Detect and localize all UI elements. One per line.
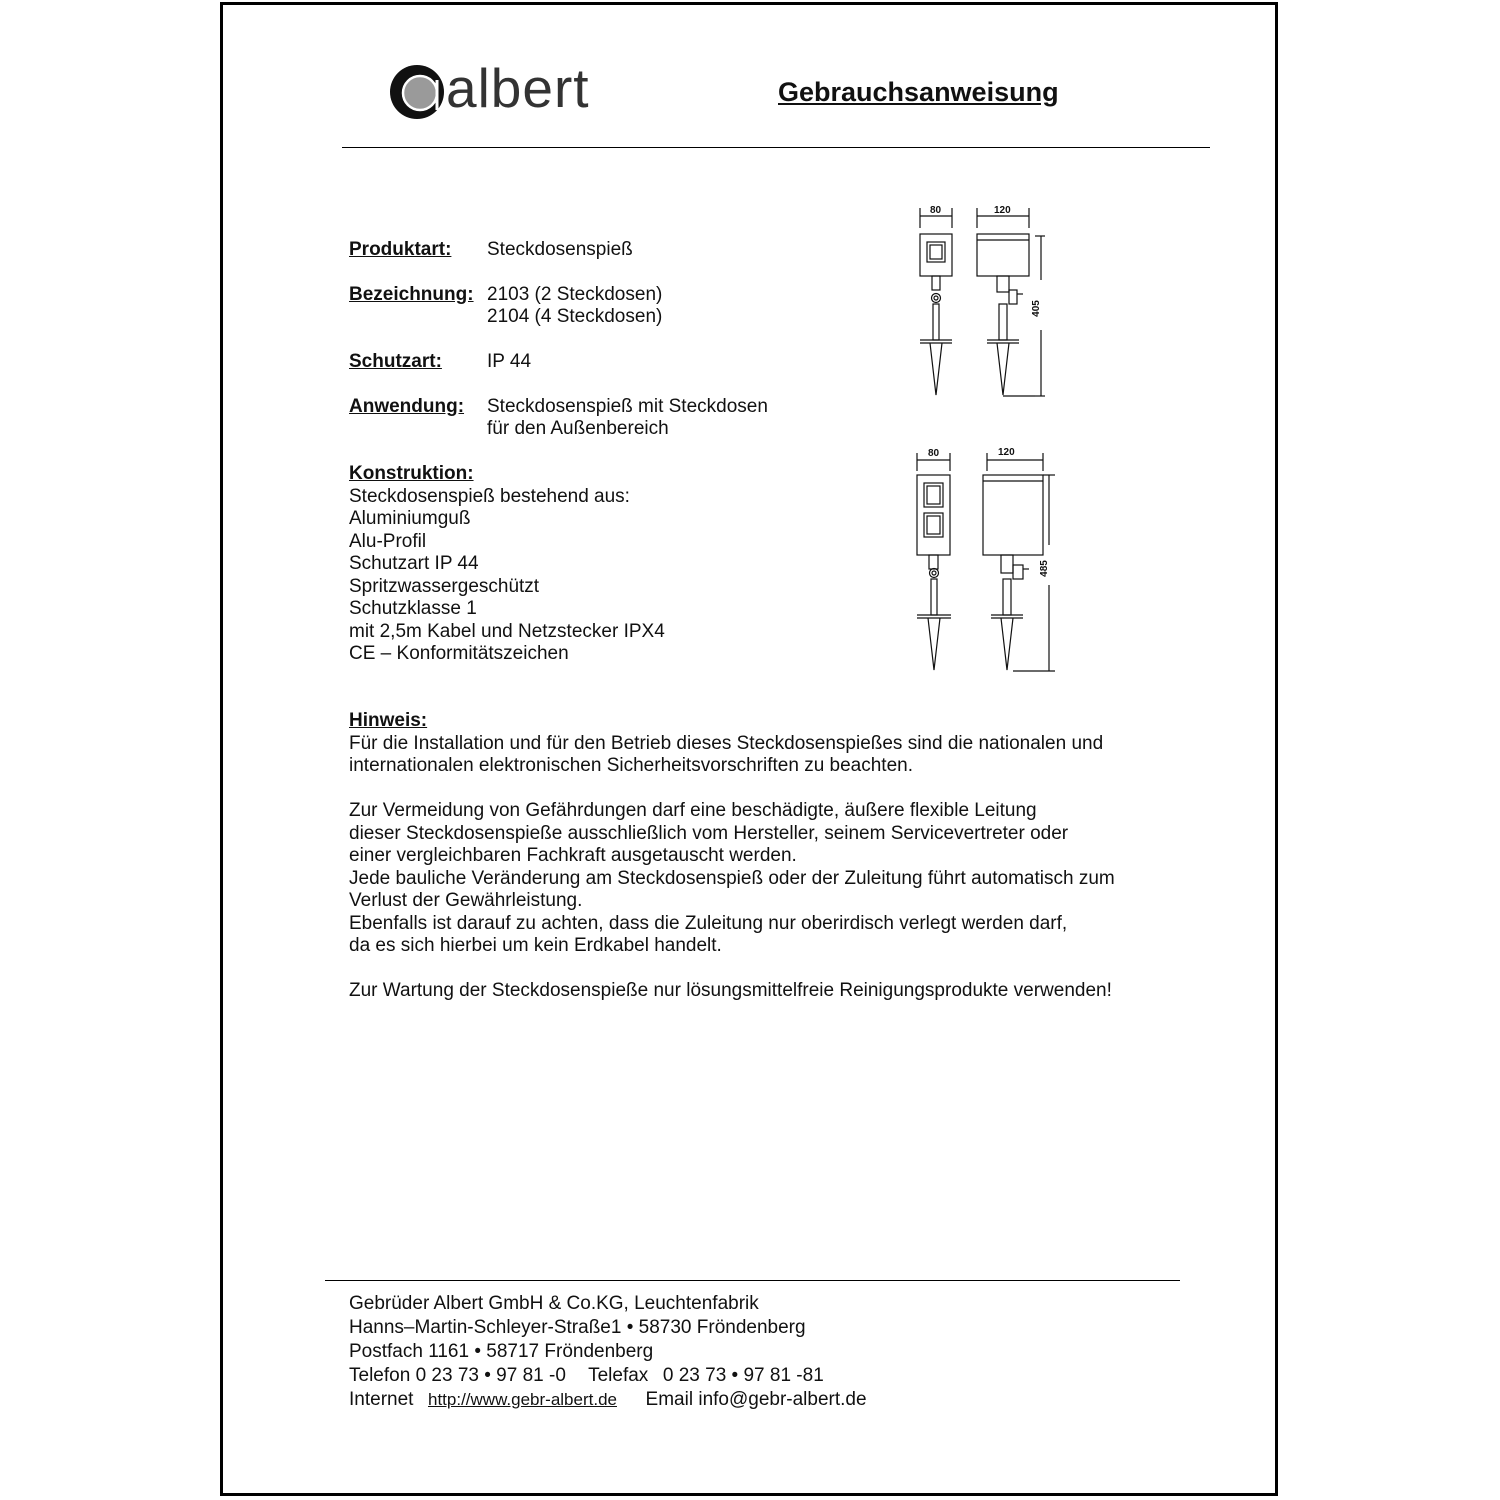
schutzart-label: Schutzart: <box>349 351 442 372</box>
hinweis-heading: Hinweis: <box>349 710 428 731</box>
paragraph-spacer <box>349 778 1115 801</box>
telefon-value: 0 23 73 • 97 81 -0 <box>415 1365 566 1386</box>
telefon-label: Telefon <box>349 1365 411 1386</box>
logo-text: albert <box>446 57 590 119</box>
hinweis-line: dieser Steckdosenspieße ausschließlich vom Hersteller, seinem Servicevertreter oder <box>349 822 1069 844</box>
email-label: Email <box>645 1389 694 1410</box>
footer-divider <box>325 1280 1180 1281</box>
konstruktion-line: CE – Konformitätszeichen <box>349 643 569 664</box>
albert-logo <box>388 57 628 122</box>
telefax-label: Telefax <box>588 1365 649 1386</box>
bezeichnung-value-1: 2103 (2 Steckdosen) <box>487 284 663 305</box>
footer-web-row <box>349 1388 867 1412</box>
konstruktion-line: Steckdosenspieß bestehend aus: <box>349 485 630 507</box>
hinweis-line: internationalen elektronischen Sicherheitsvorschriften zu beachten. <box>349 755 913 776</box>
header-divider <box>342 147 1210 148</box>
paragraph-spacer <box>349 958 1115 981</box>
footer-address: Hanns–Martin-Schleyer-Straße1 • 58730 Fröndenberg <box>349 1317 806 1338</box>
konstruktion-line: Spritzwassergeschützt <box>349 575 540 597</box>
hinweis-line: da es sich hierbei um kein Erdkabel handelt. <box>349 935 722 956</box>
konstruktion-heading: Konstruktion: <box>349 463 474 484</box>
hinweis-line: Für die Installation und für den Betrieb dieses Steckdosenspießes sind die nationalen und <box>349 732 1104 754</box>
footer-postfach: Postfach 1161 • 58717 Fröndenberg <box>349 1341 654 1362</box>
footer-phone-row <box>349 1364 867 1388</box>
anwendung-value-1: Steckdosenspieß mit Steckdosen <box>487 396 768 417</box>
email-value[interactable]: info@gebr-albert.de <box>698 1389 867 1410</box>
telefax-value: 0 23 73 • 97 81 -81 <box>662 1365 824 1386</box>
page-title: Gebrauchsanweisung <box>778 77 1059 107</box>
produktart-label: Produktart: <box>349 239 452 260</box>
hinweis-line: einer vergleichbaren Fachkraft ausgetauscht werden. <box>349 845 797 866</box>
dim-width-side-2103: 120 <box>994 205 1011 216</box>
dim-width-front-2103: 80 <box>930 205 942 216</box>
konstruktion-line: Alu-Profil <box>349 530 427 552</box>
internet-label: Internet <box>349 1389 414 1410</box>
hinweis-section <box>349 710 1115 1003</box>
dim-height-2104: 485 <box>1038 560 1050 577</box>
website-link[interactable]: http://www.gebr-albert.de <box>428 1390 617 1409</box>
footer-company: Gebrüder Albert GmbH & Co.KG, Leuchtenfabrik <box>349 1293 759 1314</box>
anwendung-label: Anwendung: <box>349 396 465 417</box>
dim-height-2103: 405 <box>1030 300 1042 317</box>
konstruktion-line: Schutzart IP 44 <box>349 553 479 574</box>
dim-width-side-2104: 120 <box>998 447 1015 458</box>
bezeichnung-label: Bezeichnung: <box>349 284 474 305</box>
schutzart-value: IP 44 <box>487 351 532 372</box>
konstruktion-line: Schutzklasse 1 <box>349 598 477 619</box>
hinweis-line: Jede bauliche Veränderung am Steckdosenspieß oder der Zuleitung führt automatisch zum <box>349 867 1115 889</box>
konstruktion-line: mit 2,5m Kabel und Netzstecker IPX4 <box>349 620 665 642</box>
anwendung-value-2: für den Außenbereich <box>487 418 669 439</box>
hinweis-line: Verlust der Gewährleistung. <box>349 890 583 911</box>
hinweis-line: Zur Wartung der Steckdosenspieße nur lösungsmittelfreie Reinigungsprodukte verwenden! <box>349 980 1112 1001</box>
konstruktion-line: Aluminiumguß <box>349 508 471 529</box>
hinweis-line: Ebenfalls ist darauf zu achten, dass die Zuleitung nur oberirdisch verlegt werden darf, <box>349 912 1068 934</box>
dim-width-front-2104: 80 <box>928 448 940 459</box>
footer <box>349 1292 867 1412</box>
produktart-value: Steckdosenspieß <box>487 239 633 260</box>
hinweis-line: Zur Vermeidung von Gefährdungen darf eine beschädigte, äußere flexible Leitung <box>349 800 1037 821</box>
bezeichnung-value-2: 2104 (4 Steckdosen) <box>487 306 663 327</box>
konstruktion-section <box>349 463 665 666</box>
